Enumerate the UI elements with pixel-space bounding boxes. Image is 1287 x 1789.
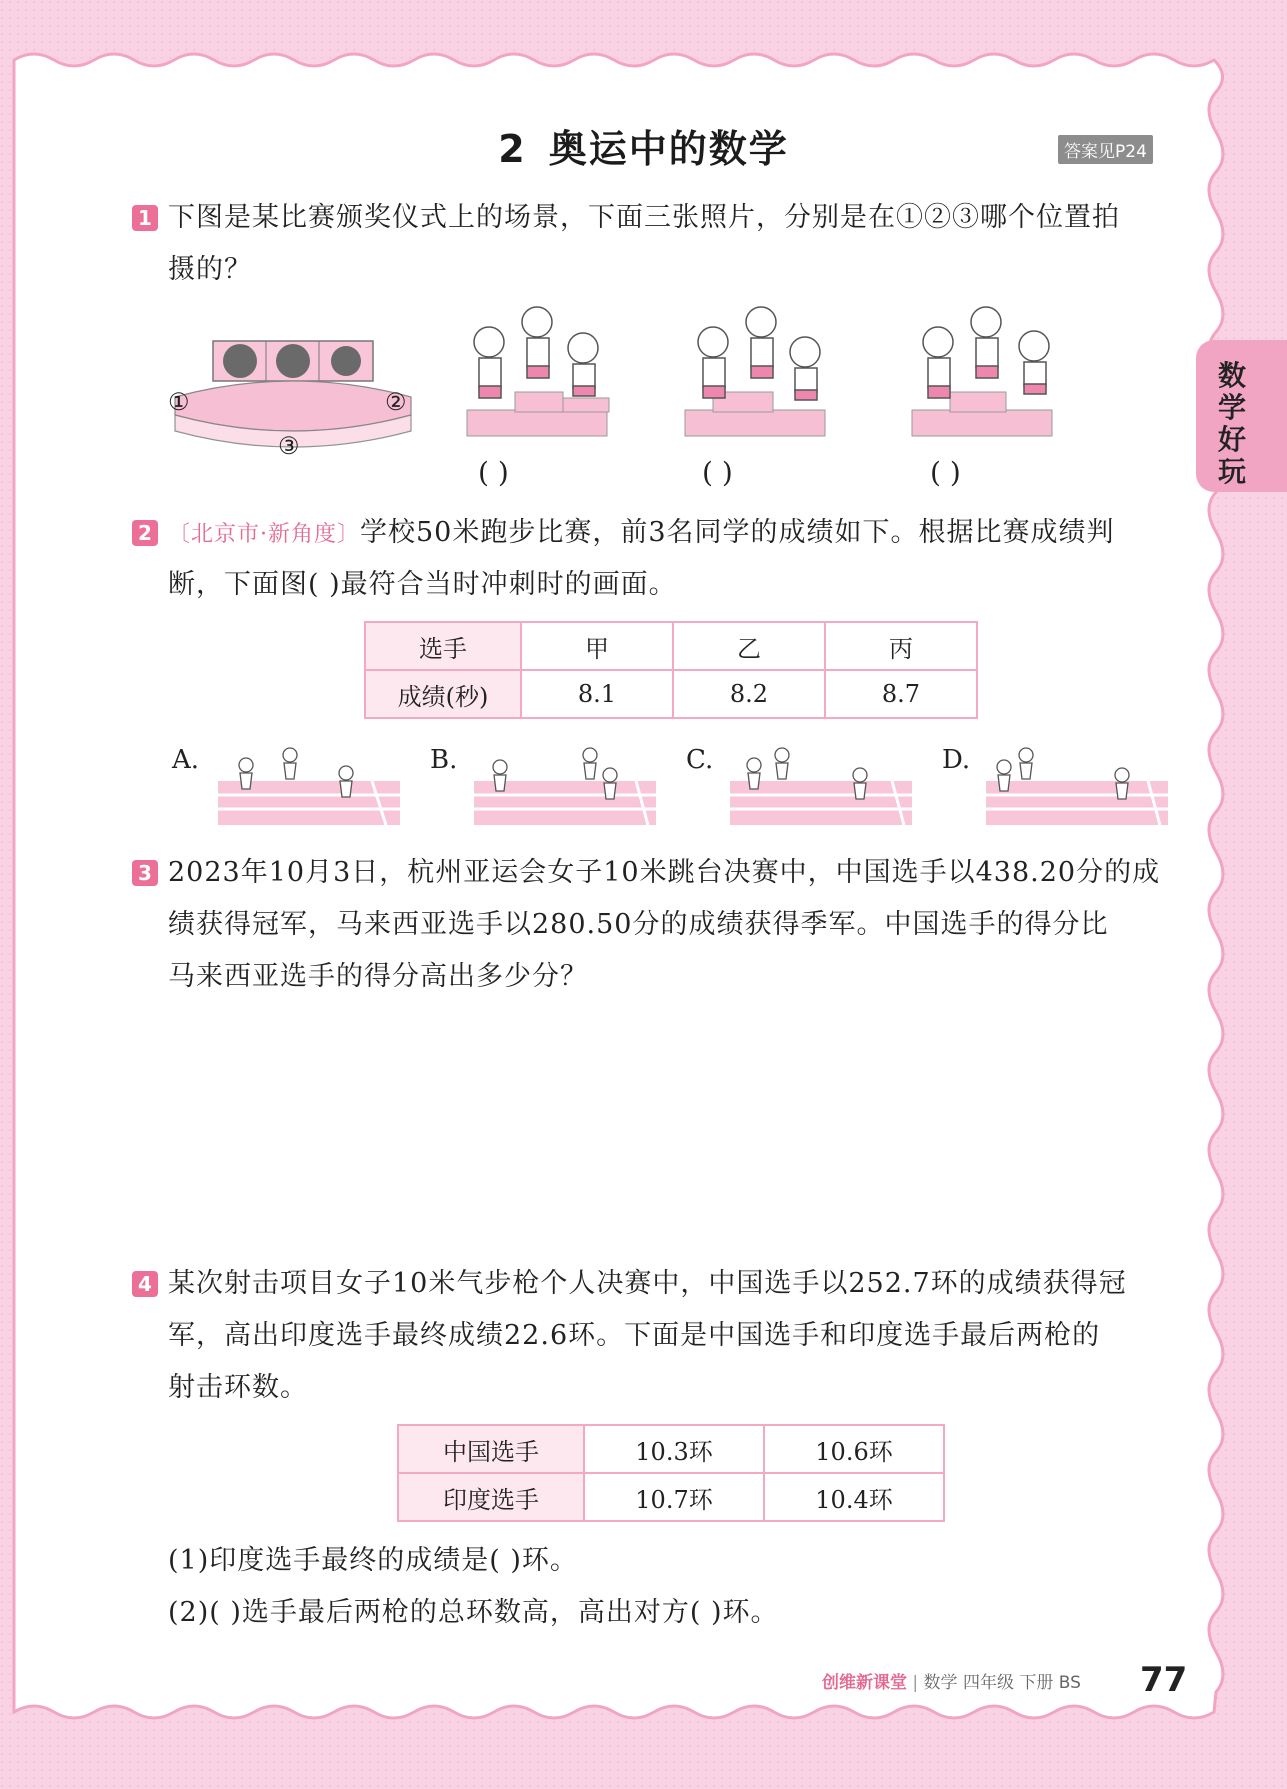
option-c-label[interactable]: C. <box>686 745 714 775</box>
table-cell: 10.4环 <box>764 1473 944 1521</box>
table-cell: 10.6环 <box>764 1425 944 1473</box>
question-4-number: 4 <box>132 1271 158 1297</box>
footer-edition: BS <box>1058 1673 1081 1693</box>
table-row <box>365 670 977 718</box>
option-c-race-illustration <box>728 745 914 827</box>
answer-blank-photo-a[interactable]: ( ) <box>478 456 509 489</box>
question-3-line-2: 绩获得冠军，马来西亚选手以280.50分的成绩获得季军。中国选手的得分比 <box>168 909 1109 940</box>
table-cell: 成绩(秒) <box>365 670 521 718</box>
question-1-number: 1 <box>132 205 158 231</box>
table-row <box>365 622 977 670</box>
photo-b-illustration <box>683 300 833 440</box>
table-cell: 甲 <box>521 622 673 670</box>
position-label-2: ② <box>385 388 408 416</box>
answer-blank-photo-b[interactable]: ( ) <box>702 456 733 489</box>
question-2-line-2: 断，下面图( )最符合当时冲刺时的画面。 <box>168 569 677 600</box>
question-4-sub-2[interactable]: (2)( )选手最后两枪的总环数高，高出对方( )环。 <box>168 1597 779 1628</box>
question-2-source-tag: 〔北京市·新角度〕 <box>168 522 360 547</box>
table-cell: 8.1 <box>521 670 673 718</box>
section-side-tab <box>1196 340 1287 492</box>
table-cell: 10.7环 <box>584 1473 764 1521</box>
photo-a-illustration <box>465 300 615 440</box>
table-cell: 乙 <box>673 622 825 670</box>
footer-grade: 四年级 <box>962 1673 1014 1693</box>
table-cell: 8.2 <box>673 670 825 718</box>
footer-brand: 创维新课堂 <box>822 1673 907 1693</box>
question-1-line-1: 下图是某比赛颁奖仪式上的场景，下面三张照片，分别是在①②③哪个位置拍 <box>168 202 1120 233</box>
table-cell: 10.3环 <box>584 1425 764 1473</box>
question-4-sub-1[interactable]: (1)印度选手最终的成绩是( )环。 <box>168 1545 578 1576</box>
table-row <box>398 1473 944 1521</box>
question-2-number: 2 <box>132 520 158 546</box>
footer-subject: 数学 <box>923 1673 958 1693</box>
question-2-line-1-text: 学校50米跑步比赛，前3名同学的成绩如下。根据比赛成绩判 <box>360 517 1115 548</box>
table-cell: 丙 <box>825 622 977 670</box>
side-tab-label: 数学好玩 <box>1217 359 1246 488</box>
answer-blank-photo-c[interactable]: ( ) <box>930 456 961 489</box>
table-cell: 印度选手 <box>398 1473 584 1521</box>
table-cell: 中国选手 <box>398 1425 584 1473</box>
position-label-1: ① <box>168 388 191 416</box>
option-a-label[interactable]: A. <box>172 745 200 775</box>
table-cell: 选手 <box>365 622 521 670</box>
question-3-answer-area[interactable] <box>168 1010 1168 1250</box>
photo-c-illustration <box>910 300 1060 440</box>
option-a-race-illustration <box>216 745 402 827</box>
page-number: 77 <box>1140 1660 1188 1700</box>
question-4-line-3: 射击环数。 <box>168 1372 308 1403</box>
question-3-line-1: 2023年10月3日，杭州亚运会女子10米跳台决赛中，中国选手以438.20分的成 <box>168 857 1161 888</box>
option-b-label[interactable]: B. <box>430 745 458 775</box>
table-row <box>398 1425 944 1473</box>
question-2-line-1 <box>168 517 1115 551</box>
option-b-race-illustration <box>472 745 658 827</box>
footer-term: 下册 <box>1019 1673 1054 1693</box>
question-1-line-2: 摄的？ <box>168 254 252 285</box>
question-4-line-2: 军，高出印度选手最终成绩22.6环。下面是中国选手和印度选手最后两枪的 <box>168 1320 1101 1351</box>
option-d-label[interactable]: D. <box>942 745 971 775</box>
question-4-line-1: 某次射击项目女子10米气步枪个人决赛中，中国选手以252.7环的成绩获得冠 <box>168 1268 1127 1299</box>
lesson-number: 2 <box>498 127 527 171</box>
page-footer: 创维新课堂 | 数学 四年级 下册 BS <box>822 1673 1081 1693</box>
shooting-scores-table <box>397 1424 945 1522</box>
race-results-table <box>364 621 978 719</box>
table-cell: 8.7 <box>825 670 977 718</box>
option-d-race-illustration <box>984 745 1170 827</box>
question-3-number: 3 <box>132 860 158 886</box>
answer-reference-badge: 答案见P24 <box>1058 135 1153 164</box>
lesson-title: 奥运中的数学 <box>548 127 789 171</box>
question-3-line-3: 马来西亚选手的得分高出多少分？ <box>168 961 588 992</box>
position-label-3: ③ <box>278 432 301 460</box>
